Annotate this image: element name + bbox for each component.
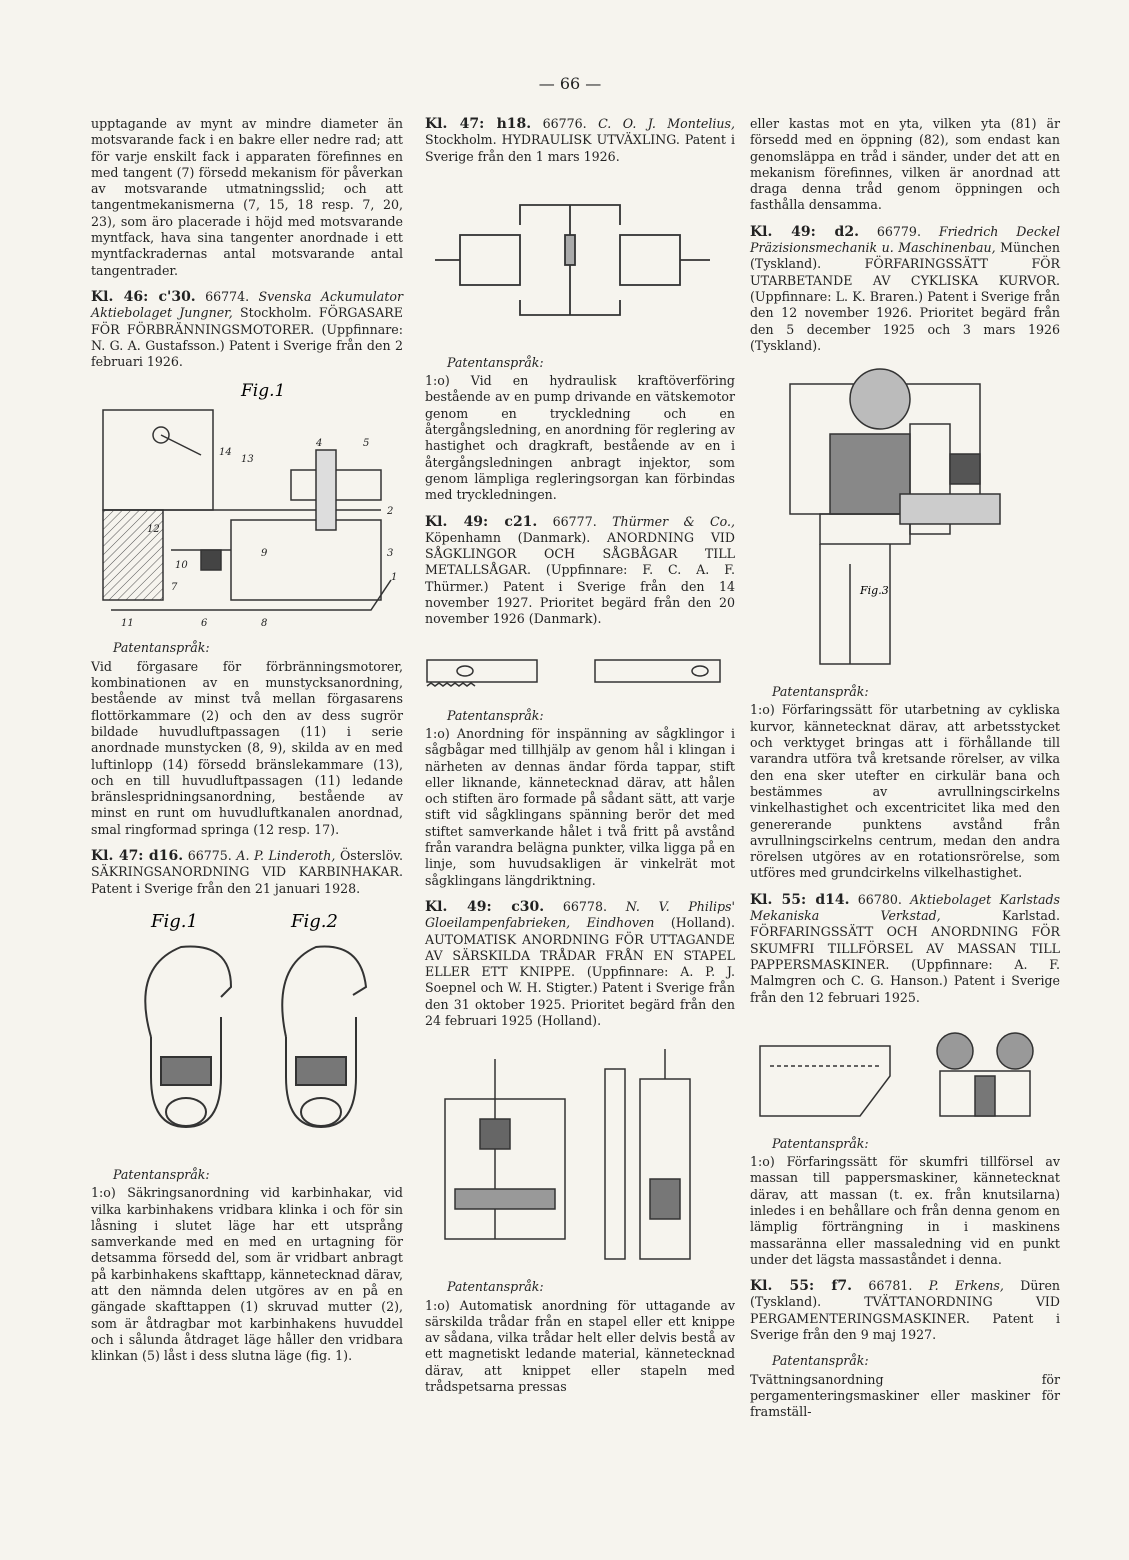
- fig-caption: Fig.2: [291, 910, 338, 932]
- claim-heading: Patentanspråk:: [113, 640, 210, 656]
- patent-body: Köpenhamn (Danmark). ANORDNING VID SÅGKLINGOR OCH SÅGBÅGAR TILL METALLSÅGAR. (Uppfinnare: F. C. A. F. Thürmer.) Patent i Sverige från den 14 november 1927. Prioritet begärd från den 20 november 1926 (Danmark).: [425, 529, 735, 627]
- wire-machine-figure: [425, 1039, 725, 1269]
- patent-owner: C. O. J. Montelius,: [598, 116, 735, 131]
- patent-number: 66778.: [562, 898, 607, 914]
- fig-label: 13: [241, 454, 254, 466]
- claim-heading: Patentanspråk:: [772, 684, 869, 700]
- fig-label: 11: [121, 618, 134, 630]
- entry-66778: [425, 899, 735, 1029]
- patent-body: München (Tyskland). FÖRFARINGSSÄTT FÖR UTARBETANDE AV CYKLISKA KURVOR. (Uppfinnare: L. K. Braren.) Patent i Sverige från den 12 november 1926. Prioritet begärd från den 5 december 1925 och 3 mars 1926 (Tyskland).: [750, 240, 1060, 353]
- patent-owner: Thürmer & Co.,: [612, 513, 735, 529]
- patent-owner: N. V. Philips' Gloeilampenfabrieken, Eindhoven: [425, 898, 735, 931]
- col3-intro: eller kastas mot en yta, vilken yta (81) är försedd med en öppning (82), som endast kan genomsläppa en tråd i sänder, under det att en mekanism förefinnes, vilken är anordnad att draga denna tråd genom öppningen och fasthålla densamma.: [750, 116, 1060, 213]
- patent-owner: Svenska Ackumulator Aktiebolaget Jungner,: [91, 288, 403, 321]
- carburetor-figure: [91, 380, 401, 630]
- fig-label: 12: [147, 524, 160, 536]
- entry-66774: [91, 289, 403, 370]
- fig-label: 14: [219, 447, 232, 459]
- fig-label: 2: [387, 506, 394, 518]
- fig-label: 8: [261, 618, 268, 630]
- fig-label: 7: [171, 582, 178, 594]
- claim-heading: Patentanspråk:: [447, 354, 544, 370]
- claim-heading: Patentanspråk:: [447, 707, 544, 723]
- patent-class: Kl. 55: f7.: [750, 1278, 853, 1295]
- claim-text: 1:o) Förfaringssätt för skumfri tillförsel av massan till pappersmaskiner, kännetecknat därav, att massan (t. ex. från knutsilarna) inledes i en behållare och från denna genom en lämplig förträngning in i maskinens massaränna eller massaledning vid en punkt under det lägsta massaståndet i denna.: [750, 1154, 1060, 1267]
- hydraulic-figure: [425, 175, 725, 345]
- entry-66780: [750, 892, 1060, 1006]
- col1-intro: upptagande av mynt av mindre diameter än motsvarande fack i en bakre eller nedre rad; att för varje enskilt fack i apparaten förefinnes en med tangent (7) försedd mekanism för påverkan av motsvarande utmatningsslid; och att tangentmekanismerna (7, 15, 18 resp. 7, 20, 23), som äro placerade i höjd med motsvarande myntfack, hava sina tangenter anordnade i ett myntfackradernas antal motsvarande antal tangentrader.: [91, 116, 403, 278]
- patent-owner: Friedrich Deckel Präzisionsmechanik u. Maschinenbau,: [750, 223, 1060, 256]
- fig-label: 6: [201, 618, 208, 630]
- carabiner-figure: [91, 907, 401, 1157]
- patent-owner: Aktiebolaget Karlstads Mekaniska Verkstad,: [750, 891, 1060, 924]
- patent-body: Karlstad. FÖRFARINGSSÄTT OCH ANORDNING FÖR SKUMFRI TILLFÖRSEL AV MASSAN TILL PAPPERSMASKINER. (Uppfinnare: A. F. Malmgren och C. G. Hanson.) Patent i Sverige från den 12 februari 1925.: [750, 908, 1060, 1005]
- entry-66777: [425, 514, 735, 628]
- fig-caption: Fig.1: [241, 381, 286, 402]
- patent-body: Österslöv. SÄKRINGSANORDNING VID KARBINHAKAR. Patent i Sverige från den 21 januari 1928.: [91, 848, 403, 896]
- patent-number: 66779.: [876, 223, 921, 239]
- patent-owner: P. Erkens,: [928, 1278, 1004, 1294]
- patent-number: 66776.: [542, 116, 587, 131]
- claim-heading: Patentanspråk:: [772, 1353, 869, 1369]
- claim-text: 1:o) Automatisk anordning för uttagande av särskilda trådar från en stapel eller ett knippe av sådana, vilka trådar helt eller delvis bestå av ett magnetiskt ledande material, kännetecknad därav, att knippet eller stapeln med trådspetsarna pressas: [425, 1297, 735, 1395]
- patent-body: Stockholm. HYDRAULISK UTVÄXLING. Patent i Sverige från den 1 mars 1926.: [425, 132, 735, 164]
- fig-label: 3: [387, 548, 394, 560]
- claim-text: Tvättningsanordning för pergamenteringsmaskiner eller maskiner för framställ-: [750, 1371, 1060, 1420]
- column-1: [91, 116, 403, 1374]
- patent-body: (Holland). AUTOMATISK ANORDNING FÖR UTTAGANDE AV SÄRSKILDA TRÅDAR FRÅN EN STAPEL ELLER ETT KNIPPE. (Uppfinnare: A. P. J. Soepnel och W. H. Stigter.) Patent i Sverige från den 31 oktober 1925. Prioritet begärd från den 24 februari 1925 (Holland).: [425, 915, 735, 1028]
- entry-66776: [425, 116, 735, 165]
- claim-text: 1:o) Säkringsanordning vid karbinhakar, vid vilka karbinhakens vridbara klinka i och för sin låsning i slutet läge har ett utsprång samverkande med en med en urtagning för detsamma försedd del, som är vridbart anbragt på karbinhakens skafttapp, kännetecknad därav, att den nämnda delen utgöres av en på en gängade skafttappen (1) skruvad mutter (2), som är åtdragbar mot karbinhakens huvuddel och i sålunda åtdraget läge håller den vridbara klinkan (5) låst i dess slutna läge (fig. 1).: [91, 1185, 403, 1364]
- patent-class: Kl. 49: d2.: [750, 223, 859, 240]
- paper-machine-figure: [750, 1016, 1050, 1126]
- claim-heading: Patentanspråk:: [772, 1135, 869, 1151]
- saw-blade-figure: [425, 638, 725, 698]
- claim-text: 1:o) Vid en hydraulisk kraftöverföring bestående av en pump drivande en vätskemotor genom en tryckledning och en återgångsledning, en anordning för reglering av hastighet och dragkraft, bestående av en i återgångsledningen anbragt injektor, som genom lämpliga regleringsorgan kan förbindas med tryckledningen.: [425, 373, 735, 503]
- claim-text: 1:o) Anordning för inspänning av sågklingor i sågbågar med tillhjälp av genom hål i klingan i närheten av dennas ändar förda tappar, stift eller liknande, kännetecknad därav, att hålen och stiften äro formade på sådant sätt, att varje stift vid sågklingans spänning berör det med stiftet samverkande hålet i två fritt på avstånd från varandra belägna punkter, vilka ligga på en linje, som huvudsakligen är vinkelrät mot sågklingans längdriktning.: [425, 725, 735, 888]
- claim-text: 1:o) Förfaringssätt för utarbetning av cykliska kurvor, kännetecknat därav, att arbetsstycket och verktyget bringas att i förhållande till varandra utföra två kretsande rörelser, av vilka den ena sker utefter en cirkulär bana och bestämmes av avrullningscirkelns vinkelhastighet och excentricitet lika med den genererande punktens avstånd från avrullningscirkelns centrum, medan den andra rörelsen utgöres av en rotationsrörelse, som utföres med grundcirkelns vilkelhastighet.: [750, 702, 1060, 881]
- patent-class: Kl. 46: c'30.: [91, 288, 196, 305]
- patent-class: Kl. 49: c21.: [425, 513, 538, 530]
- claim-heading: Patentanspråk:: [113, 1166, 210, 1182]
- entry-66781: [750, 1278, 1060, 1343]
- patent-number: 66775.: [187, 848, 232, 864]
- column-2: [425, 116, 735, 1405]
- cam-machine-figure: [750, 364, 1010, 674]
- column-3: [750, 116, 1060, 1431]
- entry-66779: [750, 224, 1060, 354]
- patent-class: Kl. 49: c30.: [425, 898, 545, 915]
- patent-owner: A. P. Linderoth,: [236, 848, 336, 864]
- fig-label: 10: [175, 560, 188, 572]
- claim-heading: Patentanspråk:: [447, 1279, 544, 1295]
- patent-number: 66781.: [868, 1278, 913, 1294]
- patent-class: Kl. 55: d14.: [750, 891, 850, 908]
- patent-body: Düren (Tyskland). TVÄTTANORDNING VID PERGAMENTERINGSMASKINER. Patent i Sverige från den 9 maj 1927.: [750, 1278, 1061, 1343]
- page-number: — 66 —: [538, 74, 602, 93]
- fig-caption: Fig.1: [151, 910, 198, 932]
- claim-text: Vid förgasare för förbränningsmotorer, kombinationen av en munstycksanordning, bestående av minst två mellan förgasarens flottörkammare (2) och den av dess sugrör bildade huvudluftpassagen (11) i serie anordnade munstycken (8, 9), skilda av en med luftinlopp (14) försedd bränslekammare (13), och en till huvudluftpassagen (11) ledande bränslespridningsanordning, bestående av minst en runt om huvudluftkanalen anordnad, smal ringformad springa (12 resp. 17).: [91, 658, 403, 837]
- entry-66775: [91, 848, 403, 897]
- fig-label: 4: [316, 438, 323, 450]
- patent-class: Kl. 47: h18.: [425, 116, 532, 132]
- patent-number: 66780.: [857, 891, 902, 907]
- patent-number: 66774.: [205, 288, 250, 304]
- patent-number: 66777.: [552, 513, 597, 529]
- fig-label: 9: [261, 548, 268, 560]
- fig-label: 5: [363, 438, 370, 450]
- fig-label: 1: [391, 572, 398, 584]
- patent-body: Stockholm. FÖRGASARE FÖR FÖRBRÄNNINGSMOTORER. (Uppfinnare: N. G. A. Gustafsson.) Patent i Sverige från den 2 februari 1926.: [91, 305, 403, 370]
- fig-caption: Fig.3: [860, 584, 889, 598]
- patent-class: Kl. 47: d16.: [91, 848, 184, 865]
